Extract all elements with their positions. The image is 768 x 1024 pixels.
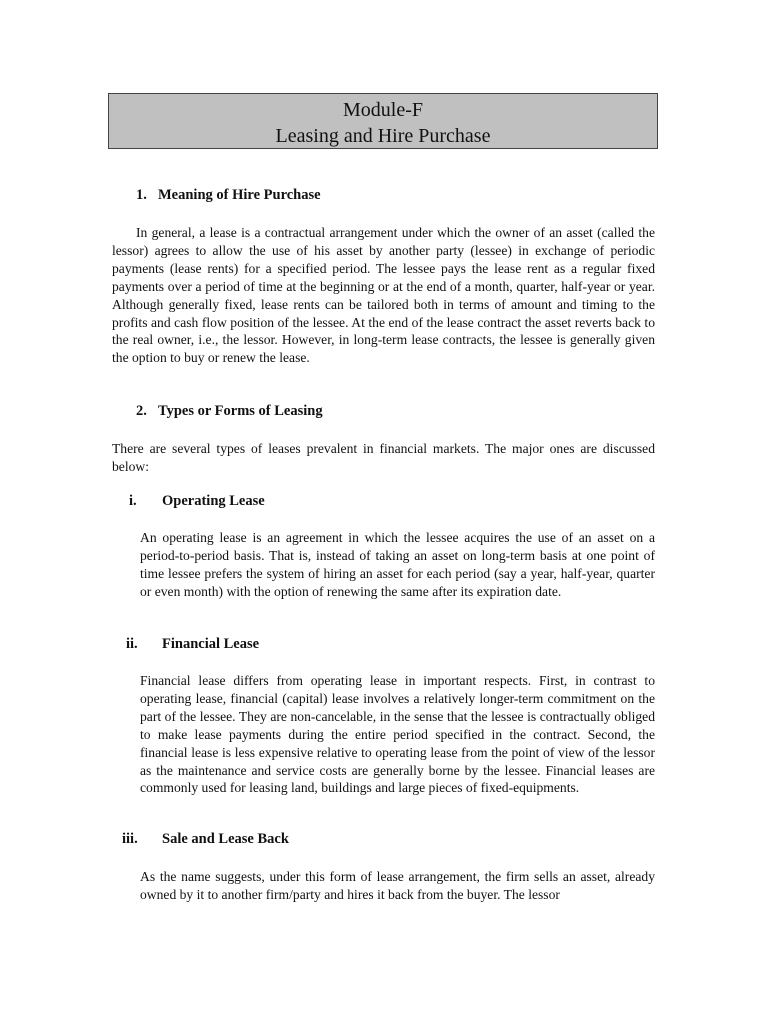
subsection-heading-i (129, 493, 265, 510)
section-paragraph-2: There are several types of leases prevalent in financial markets. The major ones are discussed below: (112, 441, 655, 474)
section-number: 1. (136, 187, 147, 203)
module-title-box (108, 93, 658, 149)
subsection-paragraph-i: An operating lease is an agreement in which the lessee acquires the use of an asset on a period-to-period basis. That is, instead of taking an asset on long-term basis at one point of time lessee prefers the system of hiring an asset for each period (say a year, half-year, quarter or even month) with the option of renewing the same after its expiration date. (140, 530, 655, 599)
subsection-heading-ii (126, 636, 259, 653)
subsection-heading-iii (122, 831, 289, 848)
subsection-number: ii. (126, 636, 138, 652)
subsection-heading-text: Operating Lease (162, 493, 265, 509)
module-title: Module-F (343, 99, 423, 121)
subsection-paragraph-ii: Financial lease differs from operating lease in important respects. First, in contrast to operating lease, financial (capital) lease involves a relatively longer-term commitment on the part of the lessee. They are non-cancelable, in the sense that the lessee is contractually obliged to make lease payments during the entire period specified in the contract. Second, the financial lease is less expensive relative to operating lease from the point of view of the lessor as the maintenance and service costs are generally borne by the lessee. Financial leases are commonly used for leasing land, buildings and large pieces of fixed-equipments. (140, 673, 655, 796)
subsection-paragraph-iii: As the name suggests, under this form of lease arrangement, the firm sells an asset, already owned by it to another firm/party and hires it back from the buyer. The lessor (140, 869, 655, 902)
subsection-heading-text: Sale and Lease Back (162, 831, 289, 847)
section-heading-1 (136, 187, 321, 204)
subsection-number: i. (129, 493, 137, 509)
section-heading-text: Meaning of Hire Purchase (158, 187, 321, 203)
subsection-heading-text: Financial Lease (162, 636, 260, 652)
section-heading-text: Types or Forms of Leasing (158, 403, 323, 419)
section-paragraph-1: In general, a lease is a contractual arrangement under which the owner of an asset (called the lessor) agrees to allow the use of his asset by another party (lessee) in exchange of periodic payments (lease rents) for a specified period. The lessee pays the lease rent as a regular fixed payments over a period of time at the beginning or at the end of a month, quarter, half-year or year. Although generally fixed, lease rents can be tailored both in terms of amount and timing to the profits and cash flow position of the lessee. At the end of the lease contract the asset reverts back to the real owner, i.e., the lessor. However, in long-term lease contracts, the lessee is generally given the option to buy or renew the lease. (112, 225, 655, 366)
section-number: 2. (136, 403, 147, 419)
subsection-number: iii. (122, 831, 138, 847)
section-heading-2 (136, 403, 323, 420)
module-subtitle: Leasing and Hire Purchase (275, 125, 491, 147)
